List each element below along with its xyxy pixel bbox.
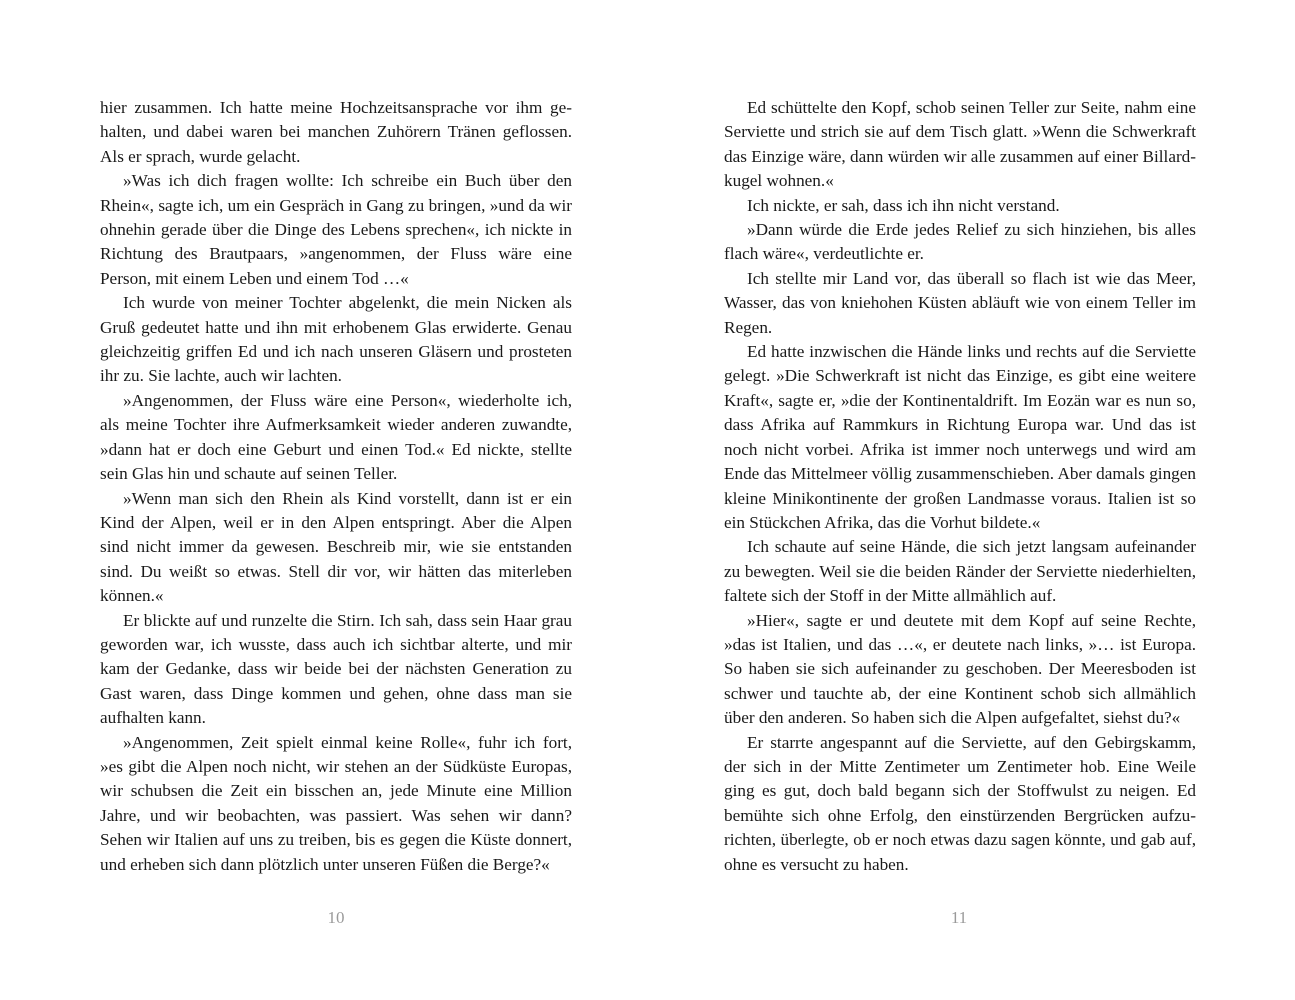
paragraph: »Hier«, sagte er und deutete mit dem Kopf auf seine Rechte, »das ist Italien, und das …«, er deutete nach links, »… ist Europa. So haben sie sich aufeinander zu geschoben. Der Meeresboden ist schwer und tauchte ab, der eine Kontinent schob sich allmählich über den anderen. So haben sich die Alpen aufgefaltet, siehst du?«: [724, 610, 1196, 728]
paragraph: »Wenn man sich den Rhein als Kind vorstellt, dann ist er ein Kind der Alpen, weil er in den Alpen entspringt. Aber die Alpen sind nicht immer da gewesen. Beschreib mir, wie sie entstanden sind. Du weißt so etwas. Stell dir vor, wir hätten das miterleben können.«: [100, 488, 572, 606]
right-page-text: [724, 96, 1196, 877]
paragraph: Ich stellte mir Land vor, das überall so flach ist wie das Meer, Wasser, das von kniehohen Küsten abläuft wie von einem Teller im Regen.: [724, 268, 1196, 337]
paragraph: Ed hatte inzwischen die Hände links und rechts auf die Serviette gelegt. »Die Schwerkraft ist nicht das Einzige, es gibt eine weitere Kraft«, sagte er, »die der Kontinentaldrift. Im Eozän war es nun so, dass Afrika auf Rammkurs in Richtung Europa war. Und das ist noch nicht vorbei. Afrika ist immer noch unterwegs und wird am Ende das Mittelmeer völlig zusammenschieben. Aber damals gingen kleine Minikontinente der großen Landmasse voraus. Italien ist so ein Stückchen Afrika, das die Vorhut bildete.«: [724, 342, 1196, 532]
left-page-text: [100, 96, 572, 877]
paragraph: Ich schaute auf seine Hände, die sich jetzt langsam aufeinander zu bewegten. Weil sie die beiden Ränder der Serviette niederhielten, faltete sich der Stoff in der Mitte allmählich auf.: [724, 537, 1196, 606]
paragraph: hier zusammen. Ich hatte meine Hochzeitsansprache vor ihm gehalten, und dabei waren bei manchen Zuhörern Tränen geflossen. Als er sprach, wurde gelacht.: [100, 98, 572, 166]
page-number-right: 11: [950, 908, 968, 927]
paragraph: Er blickte auf und runzelte die Stirn. Ich sah, dass sein Haar grau geworden war, ich wusste, dass auch ich sichtbar alterte, und mir kam der Gedanke, dass wir beide bei der nächsten Generation zu Gast waren, dass Dinge kommen und gehen, ohne dass man sie aufhalten kann.: [100, 610, 572, 728]
paragraph: »Angenommen, der Fluss wäre eine Person«, wiederholte ich, als meine Tochter ihre Aufmerksamkeit wieder anderen zuwandte, »dann hat er doch eine Geburt und einen Tod.« Ed nickte, stellte sein Glas hin und schaute auf seinen Teller.: [100, 390, 572, 484]
paragraph: »Was ich dich fragen wollte: Ich schreibe ein Buch über den Rhein«, sagte ich, um ein Gespräch in Gang zu bringen, »und da wir ohnehin gerade über die Dinge des Lebens sprechen«, ich nickte in Richtung des Brautpaars, »angenommen, der Fluss wäre eine Person, mit einem Leben und einem Tod …«: [100, 171, 572, 288]
paragraph: »Angenommen, Zeit spielt einmal keine Rolle«, fuhr ich fort, »es gibt die Alpen noch nicht, wir stehen an der Südküste Europas, wir schubsen die Zeit ein bisschen an, jede Minute eine Million Jahre, und wir beobachten, was passiert. Was sehen wir dann? Sehen wir Italien auf uns zu treiben, bis es gegen die Küste donnert, und erheben sich dann plötzlich unter unseren Füßen die Berge?«: [100, 732, 572, 874]
paragraph: »Dann würde die Erde jedes Relief zu sich hinziehen, bis alles flach wäre«, verdeutlichte er.: [724, 220, 1196, 264]
paragraph: Ed schüttelte den Kopf, schob seinen Teller zur Seite, nahm eine Serviette und strich sie auf dem Tisch glatt. »Wenn die Schwerkraft das Einzige wäre, dann würden wir alle zusammen auf einer Billardkugel wohnen.«: [724, 98, 1197, 191]
paragraph: Er starrte angespannt auf die Serviette, auf den Gebirgskamm, der sich in der Mitte Zentimeter um Zentimeter hob. Eine Weile ging es gut, doch bald begann sich der Stoffwulst zu neigen. Ed bemühte sich ohne Erfolg, den einstürzenden Bergrücken aufzurichten, überlegte, ob er noch etwas dazu sagen könnte, und gab auf, ohne es versucht zu haben.: [724, 732, 1196, 874]
paragraph: Ich nickte, er sah, dass ich ihn nicht verstand.: [747, 195, 1060, 215]
left-page: [100, 96, 572, 877]
right-page: [724, 96, 1196, 877]
page-number-left: 10: [327, 908, 345, 927]
paragraph: Ich wurde von meiner Tochter abgelenkt, die mein Nicken als Gruß gedeutet hatte und ihn mit erhobenem Glas erwiderte. Genau gleichzeitig griffen Ed und ich nach unseren Gläsern und prosteten ihr zu. Sie lachte, auch wir lachten.: [100, 293, 572, 386]
